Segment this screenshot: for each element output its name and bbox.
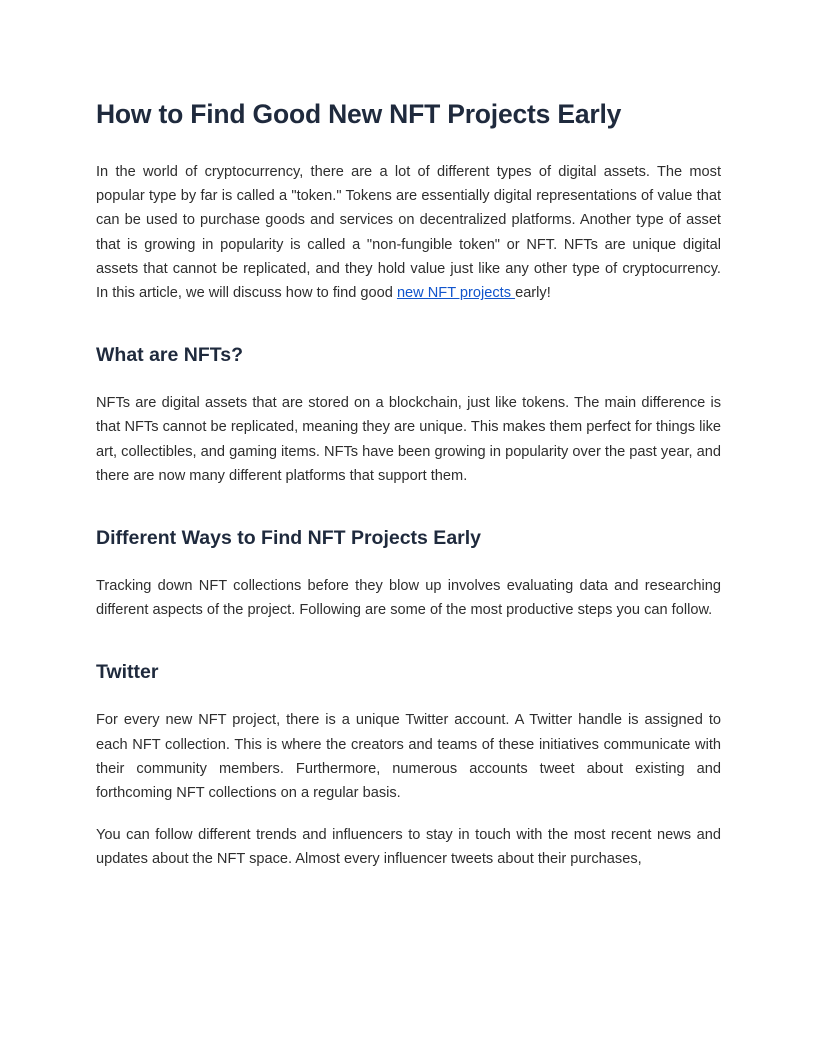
section-paragraph: NFTs are digital assets that are stored on a blockchain, just like tokens. The main difference is that NFTs cannot be replicated, meaning they are unique. This makes them perfect for things like art, collectibles, and gaming items. NFTs have been growing in popularity over the past year, and there are now many different platforms that support them. bbox=[96, 395, 721, 484]
page-title: How to Find Good New NFT Projects Early bbox=[96, 99, 622, 129]
intro-text-end: early! bbox=[515, 285, 551, 302]
section-paragraph: Tracking down NFT collections before they blow up involves evaluating data and researching different aspects of the project. Following are some of the most productive steps you can follow. bbox=[96, 578, 721, 619]
intro-text: In the world of cryptocurrency, there are a lot of different types of digital assets. The most popular type by far is called a "token." Tokens are essentially digital representations of value that can be used to purchase goods and services on decentralized platforms. Another type of asset that is growing in popularity is called a "non-fungible token" or NFT. NFTs are unique digital assets that cannot be replicated, and they hold value just like any other type of cryptocurrency. In this article, we will discuss how to find good bbox=[96, 164, 721, 302]
section-heading-different-ways: Different Ways to Find NFT Projects Early bbox=[96, 527, 482, 550]
new-nft-projects-link[interactable]: new NFT projects bbox=[396, 285, 516, 302]
section-paragraph: For every new NFT project, there is a unique Twitter account. A Twitter handle is assigned to each NFT collection. This is where the creators and teams of these initiatives communicate with their community members. Furthermore, numerous accounts tweet about existing and forthcoming NFT collections on a regular basis. bbox=[96, 712, 721, 802]
document-page bbox=[96, 96, 721, 872]
intro-paragraph bbox=[96, 160, 721, 305]
section-paragraph: You can follow different trends and influencers to stay in touch with the most recent news and updates about the NFT space. Almost every influencer tweets about their purchases, bbox=[96, 827, 721, 868]
section-heading-twitter: Twitter bbox=[96, 661, 159, 684]
section-heading-what-are-nfts: What are NFTs? bbox=[96, 344, 243, 367]
